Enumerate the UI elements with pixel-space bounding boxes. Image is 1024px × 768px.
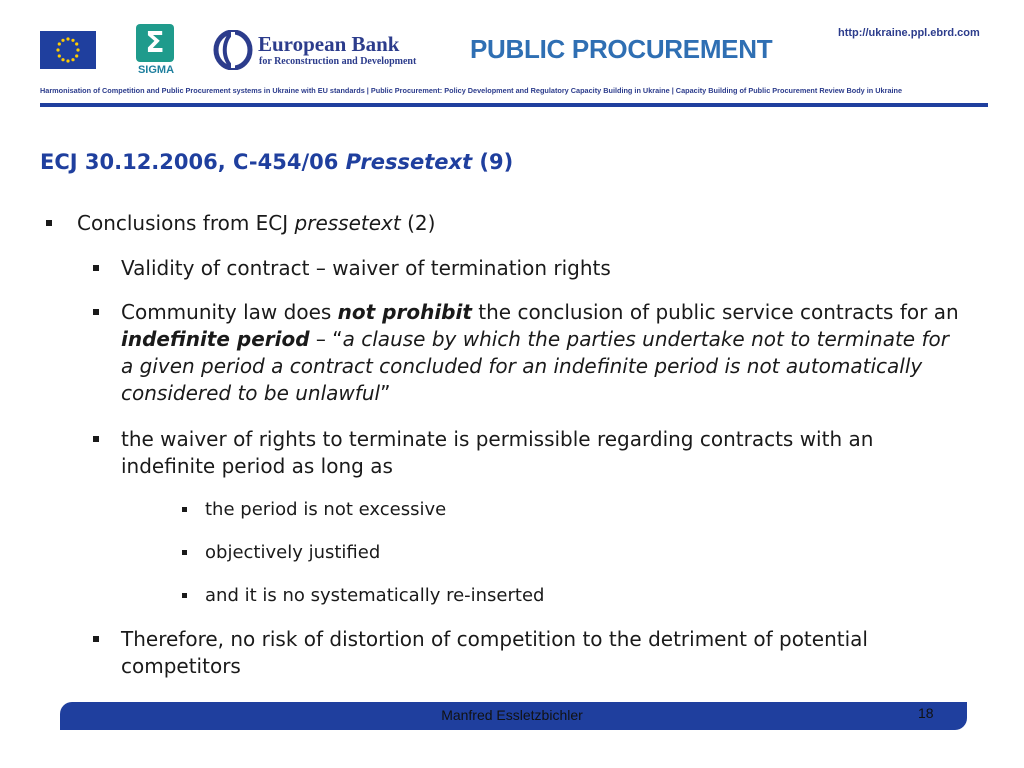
sub-bullet-reinserted: and it is no systematically re-inserted	[205, 584, 905, 608]
bullet-marker-icon	[93, 436, 99, 442]
bullet-conclusions: Conclusions from ECJ pressetext (2)	[77, 210, 957, 237]
bank-subtitle: for Reconstruction and Development	[259, 56, 417, 67]
header-tagline: Harmonisation of Competition and Public Procurement systems in Ukraine with EU standards | Public Procurement: Policy Development and Regulatory Capacity Building in Ukraine | Capacity Building of Public Procurement Review Body in Ukraine	[40, 86, 903, 95]
header-divider	[40, 103, 988, 107]
program-title: PUBLIC PROCUREMENT	[470, 34, 773, 64]
bullet-marker-icon	[93, 265, 99, 271]
program-url[interactable]: http://ukraine.ppl.ebrd.com	[838, 27, 980, 39]
eu-stars-icon	[40, 31, 96, 69]
bullet-marker-icon	[93, 636, 99, 642]
eu-flag-logo	[40, 31, 96, 69]
bullet-marker-icon	[182, 550, 187, 555]
bullet-validity: Validity of contract – waiver of termination rights	[121, 255, 961, 282]
bullet-conclusion: Therefore, no risk of distortion of competition to the detriment of potential competitors	[121, 626, 961, 680]
bullet-marker-icon	[46, 220, 52, 226]
bullet-waiver: the waiver of rights to terminate is permissible regarding contracts with an indefinite period as long as	[121, 426, 961, 480]
sigma-logo	[134, 24, 178, 76]
bullet-marker-icon	[182, 507, 187, 512]
bullet-community-law: Community law does not prohibit the conclusion of public service contracts for an indefinite period – “a clause by which the parties undertake not to terminate for a given period a contract concluded for an indefinite period is not automatically considered to be unlawful”	[121, 299, 961, 407]
sigma-label: SIGMA	[137, 64, 175, 76]
ebrd-logo-icon	[212, 30, 254, 70]
sigma-icon: Σ	[136, 24, 174, 62]
sub-bullet-justified: objectively justified	[205, 541, 905, 565]
slide-title: ECJ 30.12.2006, C-454/06 Pressetext (9)	[40, 150, 514, 174]
sub-bullet-period: the period is not excessive	[205, 498, 905, 522]
page-number: 18	[918, 705, 934, 721]
bank-name: European Bank	[258, 32, 400, 56]
bullet-marker-icon	[182, 593, 187, 598]
bullet-marker-icon	[93, 309, 99, 315]
footer-author: Manfred Essletzbichler	[441, 707, 583, 723]
